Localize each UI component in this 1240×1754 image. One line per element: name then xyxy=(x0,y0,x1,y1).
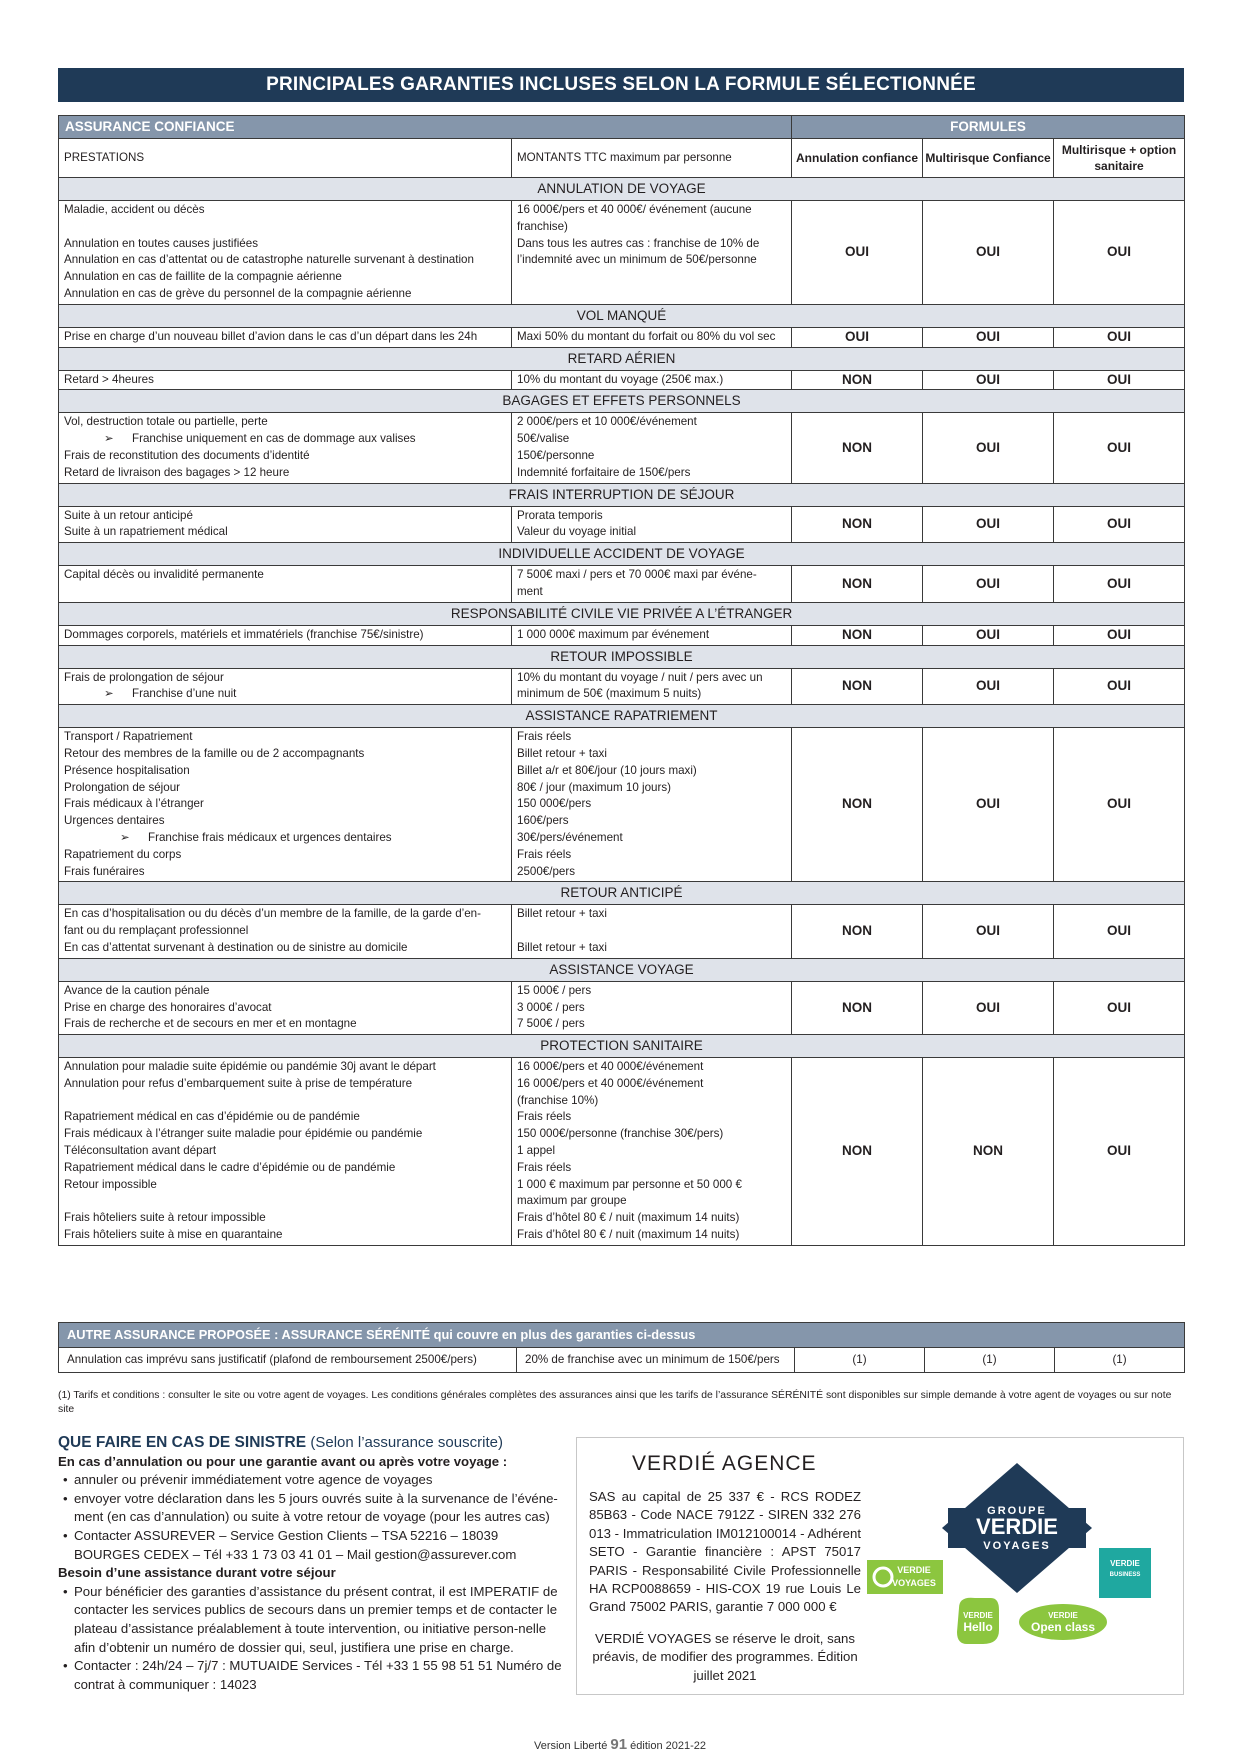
autre-prestation: Annulation cas imprévu sans justificatif (plafond de remboursement 2500€/pers) xyxy=(59,1348,517,1373)
formule-value-1: OUI xyxy=(792,327,923,347)
sinistre-title-main: QUE FAIRE EN CAS DE SINISTRE xyxy=(58,1434,307,1451)
section-title: ANNULATION DE VOYAGE xyxy=(59,178,1185,201)
prestation-line: Frais médicaux à l’étranger suite maladie pour épidémie ou pandémie xyxy=(64,1127,423,1141)
prestation-line: Suite à un rapatriement médical xyxy=(64,525,228,539)
formule-value-2: OUI xyxy=(923,370,1054,390)
prestation-text: Franchise frais médicaux et urgences dentaires xyxy=(148,830,392,844)
montant-line: Billet a/r et 80€/jour (10 jours maxi) xyxy=(517,763,697,777)
guarantees-table xyxy=(58,115,1185,1246)
section-title: RETOUR IMPOSSIBLE xyxy=(59,645,1185,668)
formule-value-3: OUI xyxy=(1054,625,1185,645)
prestation-text: Franchise d’une nuit xyxy=(132,687,237,701)
formule-value-3: OUI xyxy=(1054,413,1185,483)
formule-value-3: OUI xyxy=(1054,370,1185,390)
prestation-line: Avance de la caution pénale xyxy=(64,983,210,997)
montant-line: l’indemnité avec un minimum de 50€/personne xyxy=(517,253,757,267)
prestation-line: Frais hôteliers suite à retour impossible xyxy=(64,1211,266,1225)
prestation-line: Maladie, accident ou décès xyxy=(64,203,205,216)
sinistre-title xyxy=(58,1434,564,1453)
prestation-line: Prise en charge des honoraires d’avocat xyxy=(64,1000,272,1014)
prestation-line: Annulation en cas d’attentat ou de catastrophe naturelle survenant à destination xyxy=(64,253,474,267)
table-row xyxy=(59,566,1185,603)
montant-line: 50€/valise xyxy=(517,432,570,446)
list-item: • Contacter : 24h/24 – 7j/7 : MUTUAIDE Services - Tél +33 1 55 98 51 51 Numéro de contrat à communiquer : 14023 xyxy=(58,1657,564,1694)
list-item: • envoyer votre déclaration dans les 5 jours ouvrés suite à la survenance de l’événe-ment (en cas d’annulation) ou suite à votre retour de voyage (pour les autres cas) xyxy=(58,1490,564,1527)
formule-value-3: OUI xyxy=(1054,327,1185,347)
montant-line: 16 000€/pers et 40 000€/ événement (aucune xyxy=(517,203,752,216)
table-row xyxy=(59,413,1185,483)
montants-cell xyxy=(512,506,792,543)
logo-groupe-text-2: VERDIE xyxy=(976,1514,1058,1539)
montant-line: 2 000€/pers et 10 000€/événement xyxy=(517,415,697,429)
formule-value-1: NON xyxy=(792,728,923,882)
prestation-line xyxy=(64,1093,506,1110)
prestations-cell xyxy=(59,413,512,483)
formule-value-3: OUI xyxy=(1054,668,1185,705)
formule-value-2: OUI xyxy=(923,905,1054,958)
montant-line: 7 500€ / pers xyxy=(517,1017,585,1031)
montant-line: 10% du montant du voyage / nuit / pers avec un xyxy=(517,670,763,684)
section-title: RETARD AÉRIEN xyxy=(59,347,1185,370)
prestation-line: Prolongation de séjour xyxy=(64,780,181,794)
list-item: • Pour bénéficier des garanties d’assistance du présent contrat, il est IMPERATIF de contacter les services publics de secours dans un premier temps et de contacter le plateau d’assistance préalablement à toute intervention, ou initiative person-nelle afin d’obtenir un numéro de dossier qui, seul, justifiera une prise en charge. xyxy=(58,1583,564,1657)
agence-name: VERDIÉ AGENCE xyxy=(632,1452,817,1475)
prestation-line: Frais hôteliers suite à mise en quarantaine xyxy=(64,1228,283,1242)
sinistre-list1 xyxy=(58,1471,564,1564)
formule-value-1: NON xyxy=(792,370,923,390)
section-title: RETOUR ANTICIPÉ xyxy=(59,882,1185,905)
logo-groupe-text-1: GROUPE xyxy=(987,1505,1047,1517)
montants-cell xyxy=(512,905,792,958)
section-title: BAGAGES ET EFFETS PERSONNELS xyxy=(59,390,1185,413)
arrow-bullet-icon: ➢ xyxy=(120,830,130,844)
formule-value-1: NON xyxy=(792,625,923,645)
prestation-line: Frais médicaux à l’étranger xyxy=(64,797,204,811)
formule-value-1: NON xyxy=(792,506,923,543)
table-row xyxy=(59,327,1185,347)
prestation-line xyxy=(64,431,506,448)
formule-value-3: OUI xyxy=(1054,728,1185,882)
montants-cell xyxy=(512,981,792,1034)
montant-line: Maxi 50% du montant du forfait ou 80% du vol sec xyxy=(517,329,776,343)
list-item: • Contacter ASSUREVER – Service Gestion Clients – TSA 52216 – 18039 BOURGES CEDEX – Tél +33 1 73 03 41 01 – Mail gestion@assurever.com xyxy=(58,1527,564,1564)
prestation-line xyxy=(64,830,506,847)
prestation-line: Retard > 4heures xyxy=(64,372,154,386)
formule-value-2: OUI xyxy=(923,506,1054,543)
montant-line: 2500€/pers xyxy=(517,864,576,878)
agence-legal-text: SAS au capital de 25 337 € - RCS RODEZ 85B63 - Code NACE 7912Z - SIREN 332 276 013 - Immatriculation IM012100014 - Adhérent SETO - Garantie financière : APST 75017 PARIS - Responsabilité Civile Professionnelle HA RCP0088659 - HIS-COX 19 rue Louis Le Grand 75002 PARIS, garantie 7 000 000 € xyxy=(589,1489,861,1615)
page-footer xyxy=(0,1736,1240,1753)
prestation-line: En cas d’attentat survenant à destination ou de sinistre au domicile xyxy=(64,940,408,954)
montants-cell xyxy=(512,668,792,705)
montant-line: 150€/personne xyxy=(517,448,595,462)
montants-cell xyxy=(512,370,792,390)
formule-value-1: NON xyxy=(792,413,923,483)
prestation-line: Retour des membres de la famille ou de 2 accompagnants xyxy=(64,746,365,760)
formule-value-3: OUI xyxy=(1054,506,1185,543)
prestations-cell xyxy=(59,506,512,543)
logo-verdie-voyages xyxy=(867,1560,943,1594)
formule-value-1: NON xyxy=(792,668,923,705)
prestations-cell xyxy=(59,668,512,705)
table-row xyxy=(59,668,1185,705)
montant-line: 3 000€ / pers xyxy=(517,1000,585,1014)
col-prestations: PRESTATIONS xyxy=(59,139,512,178)
logo-open-text-2: Open class xyxy=(1030,1620,1096,1634)
montant-line: 30€/pers/événement xyxy=(517,830,623,844)
footnote: (1) Tarifs et conditions : consulter le site ou votre agent de voyages. Les conditions générales complètes des assurances ainsi que les tarifs de l’assurance SÉRÉNITÉ sont disponibles sur simple demande à votre agent de voyages ou sur note site xyxy=(58,1390,1172,1415)
autre-value-1: (1) xyxy=(795,1348,925,1373)
autre-assurance-table xyxy=(58,1322,1185,1373)
prestation-line xyxy=(64,1193,506,1210)
section-title: INDIVIDUELLE ACCIDENT DE VOYAGE xyxy=(59,543,1185,566)
logo-verdie-business xyxy=(1099,1548,1151,1598)
section-title: RESPONSABILITÉ CIVILE VIE PRIVÉE A L’ÉTRANGER xyxy=(59,602,1185,625)
montant-line: 1 000 000€ maximum par événement xyxy=(517,627,710,641)
table-row xyxy=(59,201,1185,305)
montants-cell xyxy=(512,327,792,347)
section-title: VOL MANQUÉ xyxy=(59,304,1185,327)
logo-business-text-1: VERDIE xyxy=(1110,1559,1140,1568)
logo-verdie-hello xyxy=(957,1598,999,1644)
logo-verdie-open-class xyxy=(1019,1604,1107,1640)
montant-line: Billet retour + taxi xyxy=(517,746,607,760)
montant-line: Prorata temporis xyxy=(517,508,603,522)
prestation-line: Dommages corporels, matériels et immatériels (franchise 75€/sinistre) xyxy=(64,627,424,641)
formule-value-2: OUI xyxy=(923,981,1054,1034)
table-row xyxy=(59,905,1185,958)
prestation-line xyxy=(64,686,506,703)
montants-cell xyxy=(512,1058,792,1246)
prestation-line: Retour impossible xyxy=(64,1177,157,1191)
logo-groupe-verdie-voyages xyxy=(942,1463,1092,1593)
formule-value-2: OUI xyxy=(923,566,1054,603)
formule-value-2: OUI xyxy=(923,625,1054,645)
section-title: PROTECTION SANITAIRE xyxy=(59,1035,1185,1058)
formule-value-1: NON xyxy=(792,566,923,603)
montants-cell xyxy=(512,625,792,645)
formule-value-1: OUI xyxy=(792,201,923,305)
formule-value-3: OUI xyxy=(1054,566,1185,603)
verdie-logos xyxy=(867,1448,1177,1688)
prestation-line xyxy=(64,219,506,236)
prestations-cell xyxy=(59,201,512,305)
montant-line: 10% du montant du voyage (250€ max.) xyxy=(517,372,724,386)
section-title: ASSISTANCE VOYAGE xyxy=(59,958,1185,981)
agence-notice: VERDIÉ VOYAGES se réserve le droit, sans préavis, de modifier des programmes. Édition juillet 2021 xyxy=(592,1631,858,1683)
guarantees-body xyxy=(59,178,1185,1246)
prestations-cell xyxy=(59,981,512,1034)
montant-line: 15 000€ / pers xyxy=(517,983,592,997)
formule-value-2: NON xyxy=(923,1058,1054,1246)
col-formule-1: Annulation confiance xyxy=(792,139,923,178)
montant-line: 150 000€/personne (franchise 30€/pers) xyxy=(517,1127,724,1141)
table-row xyxy=(59,506,1185,543)
sinistre-sub1: En cas d’annulation ou pour une garantie avant ou après votre voyage : xyxy=(58,1453,508,1469)
montant-line: maximum par groupe xyxy=(517,1194,627,1208)
formule-value-1: NON xyxy=(792,905,923,958)
prestation-line: Frais funéraires xyxy=(64,864,145,878)
prestation-line: Retard de livraison des bagages > 12 heure xyxy=(64,465,290,479)
prestation-line: Rapatriement médical en cas d’épidémie ou de pandémie xyxy=(64,1110,360,1124)
prestation-line: Transport / Rapatriement xyxy=(64,730,193,744)
formule-value-3: OUI xyxy=(1054,1058,1185,1246)
formule-value-2: OUI xyxy=(923,728,1054,882)
prestation-line: Rapatriement médical dans le cadre d’épidémie ou de pandémie xyxy=(64,1160,396,1174)
montant-line: 160€/pers xyxy=(517,814,569,828)
list-item: • annuler ou prévenir immédiatement votre agence de voyages xyxy=(58,1471,564,1490)
montant-line: Frais réels xyxy=(517,847,572,861)
prestations-cell xyxy=(59,905,512,958)
prestation-line: Capital décès ou invalidité permanente xyxy=(64,568,264,582)
autre-montant: 20% de franchise avec un minimum de 150€/pers xyxy=(517,1348,795,1373)
prestation-line: Téléconsultation avant départ xyxy=(64,1144,217,1158)
montant-line: 16 000€/pers et 40 000€/événement xyxy=(517,1060,704,1074)
formule-value-3: OUI xyxy=(1054,981,1185,1034)
table-row xyxy=(59,370,1185,390)
montant-line: 7 500€ maxi / pers et 70 000€ maxi par événe- xyxy=(517,568,757,582)
sinistre-title-suffix: (Selon l’assurance souscrite) xyxy=(310,1434,503,1451)
montants-cell xyxy=(512,728,792,882)
montant-line: Valeur du voyage initial xyxy=(517,525,637,539)
autre-header: AUTRE ASSURANCE PROPOSÉE : ASSURANCE SÉRÉNITÉ qui couvre en plus des garanties ci-dessus xyxy=(59,1323,1185,1348)
formule-value-2: OUI xyxy=(923,327,1054,347)
prestation-line: Annulation en toutes causes justifiées xyxy=(64,236,258,250)
formule-value-2: OUI xyxy=(923,201,1054,305)
montant-line: Frais d’hôtel 80 € / nuit (maximum 14 nuits) xyxy=(517,1211,740,1225)
table-row xyxy=(59,728,1185,882)
sinistre-section xyxy=(58,1434,564,1694)
logo-open-text-1: VERDIE xyxy=(1048,1611,1078,1620)
prestation-line: Frais de prolongation de séjour xyxy=(64,670,224,684)
table-header-formules: FORMULES xyxy=(792,116,1185,139)
table-row xyxy=(59,981,1185,1034)
prestations-cell xyxy=(59,566,512,603)
prestation-text: Franchise uniquement en cas de dommage aux valises xyxy=(132,432,416,446)
montant-line: Billet retour + taxi xyxy=(517,940,607,954)
autre-value-2: (1) xyxy=(925,1348,1055,1373)
montant-line: Indemnité forfaitaire de 150€/pers xyxy=(517,465,691,479)
autre-value-3: (1) xyxy=(1055,1348,1185,1373)
prestation-line: Urgences dentaires xyxy=(64,814,165,828)
prestation-line: Vol, destruction totale ou partielle, perte xyxy=(64,415,268,429)
montant-line: minimum de 50€ (maximum 5 nuits) xyxy=(517,687,702,701)
montant-line: Frais réels xyxy=(517,1110,572,1124)
col-formule-2: Multirisque Confiance xyxy=(923,139,1054,178)
montant-line: 80€ / jour (maximum 10 jours) xyxy=(517,780,671,794)
formule-value-2: OUI xyxy=(923,668,1054,705)
formule-value-1: NON xyxy=(792,981,923,1034)
agence-box xyxy=(576,1437,1184,1695)
montant-line: franchise) xyxy=(517,219,568,233)
sinistre-sub2: Besoin d’une assistance durant votre séjour xyxy=(58,1565,336,1581)
montant-line: (franchise 10%) xyxy=(517,1093,599,1107)
prestation-line: Annulation en cas de grève du personnel de la compagnie aérienne xyxy=(64,286,412,300)
montant-line: Billet retour + taxi xyxy=(517,907,607,921)
arrow-bullet-icon: ➢ xyxy=(104,687,114,701)
logo-voyages-text-2: VOYAGES xyxy=(892,1578,936,1588)
section-title: ASSISTANCE RAPATRIEMENT xyxy=(59,705,1185,728)
montant-line: Frais réels xyxy=(517,730,572,744)
prestations-cell xyxy=(59,1058,512,1246)
arrow-bullet-icon: ➢ xyxy=(104,432,114,446)
prestations-cell xyxy=(59,327,512,347)
prestations-cell xyxy=(59,370,512,390)
montant-line: Frais d’hôtel 80 € / nuit (maximum 14 nuits) xyxy=(517,1228,740,1242)
montants-cell xyxy=(512,413,792,483)
formule-value-1: NON xyxy=(792,1058,923,1246)
table-header-left: ASSURANCE CONFIANCE xyxy=(59,116,792,139)
logo-hello-text-1: VERDIE xyxy=(963,1611,993,1620)
page-title: PRINCIPALES GARANTIES INCLUSES SELON LA FORMULE SÉLECTIONNÉE xyxy=(58,68,1184,102)
sinistre-list2 xyxy=(58,1583,564,1695)
footer-suffix: édition 2021-22 xyxy=(630,1740,707,1752)
table-row xyxy=(59,1058,1185,1246)
montants-cell xyxy=(512,201,792,305)
page-number: 91 xyxy=(610,1736,628,1753)
montant-line: 16 000€/pers et 40 000€/événement xyxy=(517,1076,704,1090)
montant-line: Dans tous les autres cas : franchise de 10% de xyxy=(517,236,760,250)
formule-value-3: OUI xyxy=(1054,905,1185,958)
montant-line: 150 000€/pers xyxy=(517,797,592,811)
prestation-line: Suite à un retour anticipé xyxy=(64,508,193,522)
prestation-line: Frais de recherche et de secours en mer et en montagne xyxy=(64,1017,357,1031)
logo-groupe-text-3: VOYAGES xyxy=(983,1540,1051,1552)
prestations-cell xyxy=(59,728,512,882)
footer-prefix: Version Liberté xyxy=(533,1740,608,1752)
prestation-line: Annulation pour maladie suite épidémie ou pandémie 30j avant le départ xyxy=(64,1060,436,1074)
prestation-line: fant ou du remplaçant professionnel xyxy=(64,924,249,938)
logo-business-text-2: BUSINESS xyxy=(1109,1572,1141,1578)
section-title: FRAIS INTERRUPTION DE SÉJOUR xyxy=(59,483,1185,506)
prestation-line: Annulation pour refus d’embarquement suite à prise de température xyxy=(64,1076,413,1090)
montants-cell xyxy=(512,566,792,603)
table-row xyxy=(59,625,1185,645)
formule-value-3: OUI xyxy=(1054,201,1185,305)
col-montants: MONTANTS TTC maximum par personne xyxy=(512,139,792,178)
montant-line: Frais réels xyxy=(517,1160,572,1174)
formule-value-2: OUI xyxy=(923,413,1054,483)
prestation-line: En cas d’hospitalisation ou du décès d’un membre de la famille, de la garde d’en- xyxy=(64,907,481,921)
montant-line: 1 appel xyxy=(517,1144,556,1158)
logo-hello-text-2: Hello xyxy=(963,1620,993,1634)
prestation-line: Annulation en cas de faillite de la compagnie aérienne xyxy=(64,270,342,284)
prestations-cell xyxy=(59,625,512,645)
prestation-line: Rapatriement du corps xyxy=(64,847,182,861)
montant-line: ment xyxy=(517,584,543,598)
prestation-line: Frais de reconstitution des documents d’identité xyxy=(64,448,310,462)
montant-line xyxy=(517,923,786,940)
logo-voyages-text-1: VERDIE xyxy=(897,1565,931,1575)
col-formule-3: Multirisque + option sanitaire xyxy=(1054,139,1185,178)
montant-line: 1 000 € maximum par personne et 50 000 € xyxy=(517,1177,742,1191)
prestation-line: Présence hospitalisation xyxy=(64,763,190,777)
prestation-line: Prise en charge d’un nouveau billet d’avion dans le cas d’un départ dans les 24h xyxy=(64,329,478,343)
